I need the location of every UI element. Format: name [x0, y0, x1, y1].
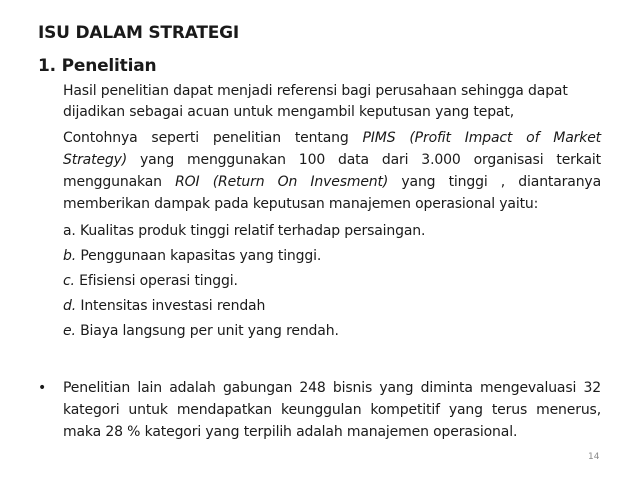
page-number: 14 — [588, 452, 600, 462]
list-item — [63, 220, 425, 242]
text-run: yang tinggi , diantaranya — [388, 174, 602, 190]
list-marker: d. — [63, 298, 77, 314]
paragraph-line: maka 28 % kategori yang terpilih adalah manajemen operasional. — [63, 424, 518, 440]
list-marker: c. — [63, 273, 75, 289]
paragraph-line — [63, 149, 601, 171]
paragraph-line: memberikan dampak pada keputusan manajemen operasional yaitu: — [63, 196, 539, 212]
italic-text: Strategy) — [63, 152, 128, 168]
list-text: Efisiensi operasi tinggi. — [74, 273, 238, 289]
paragraph-line: Hasil penelitian dapat menjadi referensi bagi perusahaan sehingga dapat — [63, 83, 568, 99]
text-run: yang menggunakan 100 data dari 3.000 organisasi terkait — [127, 152, 601, 168]
bullet-icon: • — [38, 380, 47, 396]
paragraph-line — [63, 171, 601, 193]
section-heading: 1. Penelitian — [38, 56, 157, 76]
list-marker: a. — [63, 223, 76, 239]
text-run: Contohnya seperti penelitian tentang — [63, 130, 363, 146]
list-marker: e. — [63, 323, 76, 339]
list-item — [63, 295, 265, 317]
list-text: Biaya langsung per unit yang rendah. — [75, 323, 339, 339]
italic-text: ROI (Return On Invesment) — [175, 174, 389, 190]
paragraph-line: dijadikan sebagai acuan untuk mengambil keputusan yang tepat, — [63, 104, 514, 120]
paragraph-line: kategori untuk mendapatkan keunggulan kompetitif yang terus menerus, — [63, 402, 601, 418]
list-item — [63, 270, 238, 292]
paragraph-line: Penelitian lain adalah gabungan 248 bisnis yang diminta mengevaluasi 32 — [63, 380, 601, 396]
list-text: Kualitas produk tinggi relatif terhadap persaingan. — [75, 223, 426, 239]
list-text: Intensitas investasi rendah — [76, 298, 266, 314]
list-text: Penggunaan kapasitas yang tinggi. — [76, 248, 322, 264]
italic-text: PIMS (Profit Impact of Market — [362, 130, 602, 146]
slide-title: ISU DALAM STRATEGI — [38, 23, 240, 43]
list-item — [63, 245, 321, 267]
list-item — [63, 320, 339, 342]
paragraph-line — [63, 127, 601, 149]
list-marker: b. — [63, 248, 77, 264]
text-run: menggunakan — [63, 174, 176, 190]
